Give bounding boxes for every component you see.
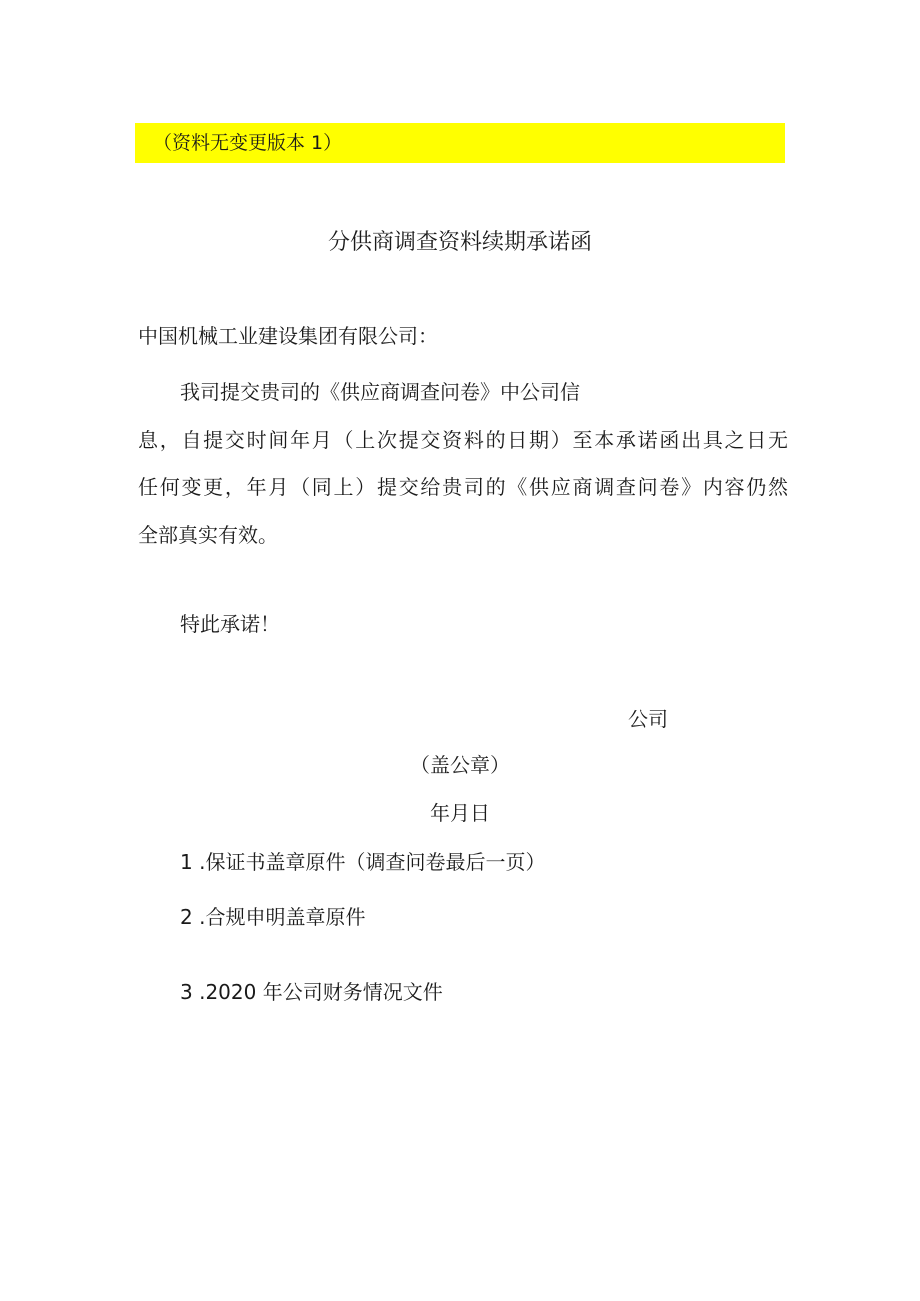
body-line-4: 全部真实有效。 — [138, 522, 278, 547]
document-title: 分供商调查资料续期承诺函 — [327, 230, 592, 255]
attachment-item-2: 2 .合规申明盖章原件 — [180, 905, 366, 929]
body-paragraph — [138, 369, 788, 559]
closing-statement: 特此承诺！ — [180, 612, 280, 636]
attachment-item-1: 1 .保证书盖章原件（调查问卷最后一页） — [180, 850, 546, 874]
body-line-1: 我司提交贵司的《供应商调查问卷》中公司信 — [180, 380, 580, 404]
signature-date: 年月日 — [430, 801, 490, 825]
signature-seal: （盖公章） — [410, 753, 510, 777]
version-banner-text: （资料无变更版本 1） — [153, 132, 343, 154]
attachment-item-3: 3 .2020 年公司财务情况文件 — [180, 980, 443, 1004]
addressee: 中国机械工业建设集团有限公司： — [138, 324, 438, 348]
body-line-2: 息，自提交时间年月（上次提交资料的日期）至本承诺函出具之日无 — [138, 427, 788, 452]
signature-company: 公司 — [628, 707, 668, 731]
version-banner — [135, 123, 785, 163]
body-line-3: 任何变更，年月（同上）提交给贵司的《供应商调查问卷》内容仍然 — [138, 475, 788, 499]
